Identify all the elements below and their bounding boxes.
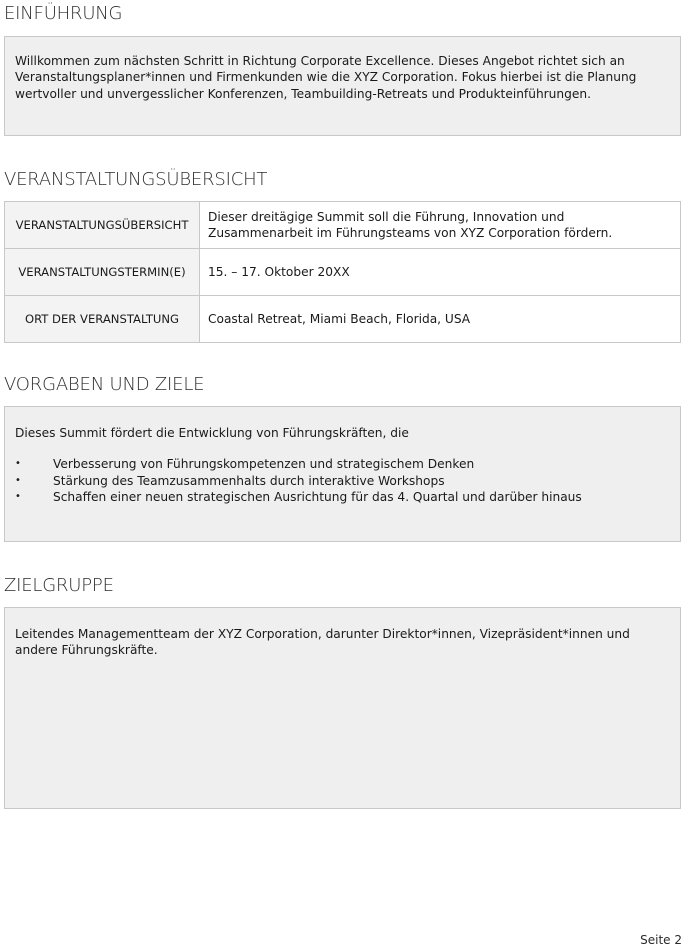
overview-heading: VERANSTALTUNGSÜBERSICHT: [4, 169, 268, 190]
audience-text: Leitendes Managementteam der XYZ Corporation, darunter Direktor*innen, Vizepräsident*innen und andere Führungskräfte.: [15, 627, 630, 658]
bullet-icon: •: [15, 474, 21, 486]
page-number: Seite 2: [640, 933, 682, 947]
goal-text: Schaffen einer neuen strategischen Ausrichtung für das 4. Quartal und darüber hinaus: [53, 490, 582, 505]
overview-label-location: ORT DER VERANSTALTUNG: [5, 296, 200, 343]
overview-value-location: Coastal Retreat, Miami Beach, Florida, USA: [200, 296, 681, 343]
bullet-icon: •: [15, 458, 21, 470]
overview-row-summary: [5, 202, 681, 249]
audience-heading: ZIELGRUPPE: [4, 575, 114, 596]
overview-row-location: [5, 296, 681, 343]
audience-box: [4, 607, 681, 809]
list-item: [15, 456, 670, 472]
list-item: [15, 489, 670, 505]
goal-text: Stärkung des Teamzusammenhalts durch interaktive Workshops: [53, 473, 445, 488]
overview-value-date: 15. – 17. Oktober 20XX: [200, 249, 681, 296]
overview-label-date: VERANSTALTUNGSTERMIN(E): [5, 249, 200, 296]
goal-text: Verbesserung von Führungskompetenzen und strategischem Denken: [53, 457, 475, 472]
list-item: [15, 473, 670, 489]
intro-box: [4, 36, 681, 136]
goals-list: [5, 456, 680, 505]
overview-label-summary: VERANSTALTUNGSÜBERSICHT: [5, 202, 200, 249]
goals-intro: Dieses Summit fördert die Entwicklung von Führungskräften, die: [15, 426, 409, 440]
overview-value-summary: Dieser dreitägige Summit soll die Führung, Innovation und Zusammenarbeit im Führungsteams von XYZ Corporation fördern.: [200, 202, 681, 249]
intro-text: Willkommen zum nächsten Schritt in Richtung Corporate Excellence. Dieses Angebot richtet sich an Veranstaltungsplaner*innen und Firmenkunden wie die XYZ Corporation. Fokus hierbei ist die Planung wertvoller und unvergesslicher Konferenzen, Teambuilding-Retreats und Produkteinführungen.: [15, 54, 637, 101]
goals-heading: VORGABEN UND ZIELE: [4, 374, 205, 395]
bullet-icon: •: [15, 491, 21, 503]
overview-table: [4, 201, 681, 343]
intro-heading: EINFÜHRUNG: [4, 3, 123, 24]
goals-box: [4, 406, 681, 542]
overview-row-date: [5, 249, 681, 296]
